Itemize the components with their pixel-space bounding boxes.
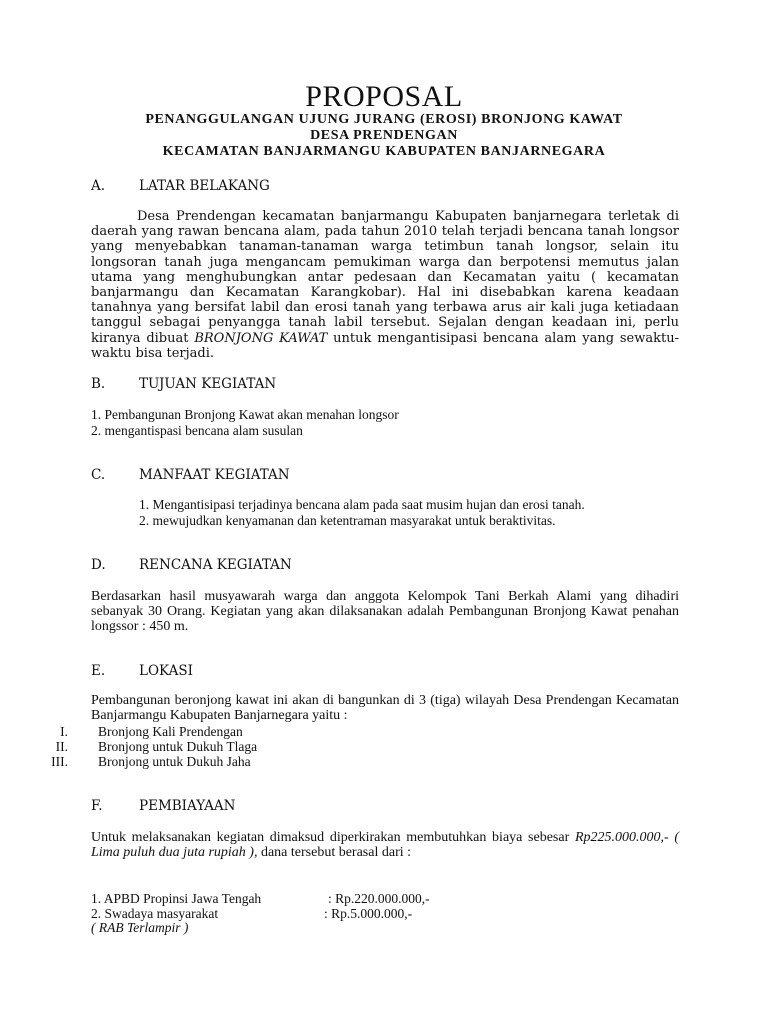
section-d-paragraph: Berdasarkan hasil musyawarah warga dan anggota Kelompok Tani Berkah Alami yang dihadiri sebanyak 30 Orang. Kegiatan yang akan dilaksanakan adalah Pembangunan Bronjong Kawat penahan longssor : 450 m. [91, 589, 679, 635]
section-b-item-2: 2. mengantispasi bencana alam susulan [91, 423, 303, 438]
section-f-paragraph [91, 830, 679, 860]
section-f-text-end: dana tersebut berasal dari : [260, 845, 412, 861]
section-e-heading [91, 663, 193, 679]
section-e-item-1: Bronjong Kali Prendengan [98, 724, 243, 739]
subtitle-line-2: DESA PRENDENGAN [310, 128, 458, 143]
section-c-heading [91, 467, 290, 483]
section-b-letter: B. [91, 376, 106, 392]
section-b-title: TUJUAN KEGIATAN [139, 376, 277, 392]
section-e-letter: E. [91, 663, 106, 679]
section-e-item-1-number: I. [60, 724, 68, 739]
section-c-item-1: 1. Mengantisipasi terjadinya bencana alam pada saat musim hujan dan erosi tanah. [139, 497, 585, 512]
section-b-item-1: 1. Pembangunan Bronjong Kawat akan menahan longsor [91, 407, 399, 422]
section-f-amount-words: ( Lima puluh dua juta rupiah ), [91, 830, 680, 861]
section-e-item-3-number: III. [51, 754, 68, 769]
section-d-heading [91, 557, 292, 573]
funding-source-1-label: 1. APBD Propinsi Jawa Tengah [91, 891, 262, 906]
section-e-title: LOKASI [139, 663, 193, 679]
section-e-item-3: Bronjong untuk Dukuh Jaha [98, 754, 251, 769]
section-f-letter: F. [91, 798, 103, 814]
section-c-letter: C. [91, 467, 106, 483]
section-a-title: LATAR BELAKANG [139, 178, 270, 194]
section-a-text-2: untuk mengantisipasi bencana alam yang sewaktu-waktu bisa terjadi. [91, 330, 679, 361]
section-a-text-1: Desa Prendengan kecamatan banjarmangu Kabupaten banjarnegara terletak di daerah yang rawan bencana alam, pada tahun 2010 telah terjadi bencana tanah longsor yang menyebabkan tanaman-tanaman warga tetimbun tanah longsor, selain itu longsoran tanah juga mengancam pemukiman warga dan berpotensi memutus jalan utama yang menghubungkan antar pedesaan dan Kecamatan yaitu ( kecamatan banjarmangu dan Kecamatan Karangkobar). Hal ini disebabkan karena keadaan tanahnya yang bersifat labil dan erosi tanah yang terbawa arus air kali juga ketiadaan tanggul sebagai penyangga tanah labil tersebut. Sejalan dengan keadaan ini, perlu kiranya dibuat [91, 209, 679, 346]
section-e-item-2-number: II. [55, 739, 68, 754]
document-title: PROPOSAL [305, 80, 463, 113]
section-f-heading [91, 798, 235, 814]
subtitle-line-1: PENANGGULANGAN UJUNG JURANG (EROSI) BRONJONG KAWAT [145, 112, 623, 127]
section-f-text-start: Untuk melaksanakan kegiatan dimaksud diperkirakan membutuhkan biaya sebesar [91, 830, 570, 845]
section-c-title: MANFAAT KEGIATAN [139, 467, 290, 483]
section-a-letter: A. [91, 178, 106, 194]
subtitle-line-3: KECAMATAN BANJARMANGU KABUPATEN BANJARNEGARA [162, 144, 606, 159]
section-a-emphasis: BRONJONG KAWAT [194, 330, 328, 346]
section-f-title: PEMBIAYAAN [139, 798, 236, 814]
rab-note: ( RAB Terlampir ) [91, 920, 189, 935]
section-e-item-2: Bronjong untuk Dukuh Tlaga [98, 739, 258, 754]
section-c-item-2: 2. mewujudkan kenyamanan dan ketentraman masyarakat untuk beraktivitas. [139, 513, 556, 528]
section-d-letter: D. [91, 557, 106, 573]
funding-source-2-label: 2. Swadaya masyarakat [91, 906, 219, 921]
funding-source-2-value: : Rp.5.000.000,- [324, 906, 413, 921]
section-f-amount: Rp225.000.000,- [574, 830, 669, 845]
section-e-paragraph: Pembangunan beronjong kawat ini akan di bangunkan di 3 (tiga) wilayah Desa Prendengan Kecamatan Banjarmangu Kabupaten Banjarnegara yaitu : [91, 693, 679, 724]
section-a-heading [91, 178, 270, 194]
section-d-title: RENCANA KEGIATAN [139, 557, 292, 573]
funding-source-1-value: : Rp.220.000.000,- [328, 891, 430, 906]
section-a-paragraph [91, 209, 679, 361]
section-b-heading [91, 376, 276, 392]
